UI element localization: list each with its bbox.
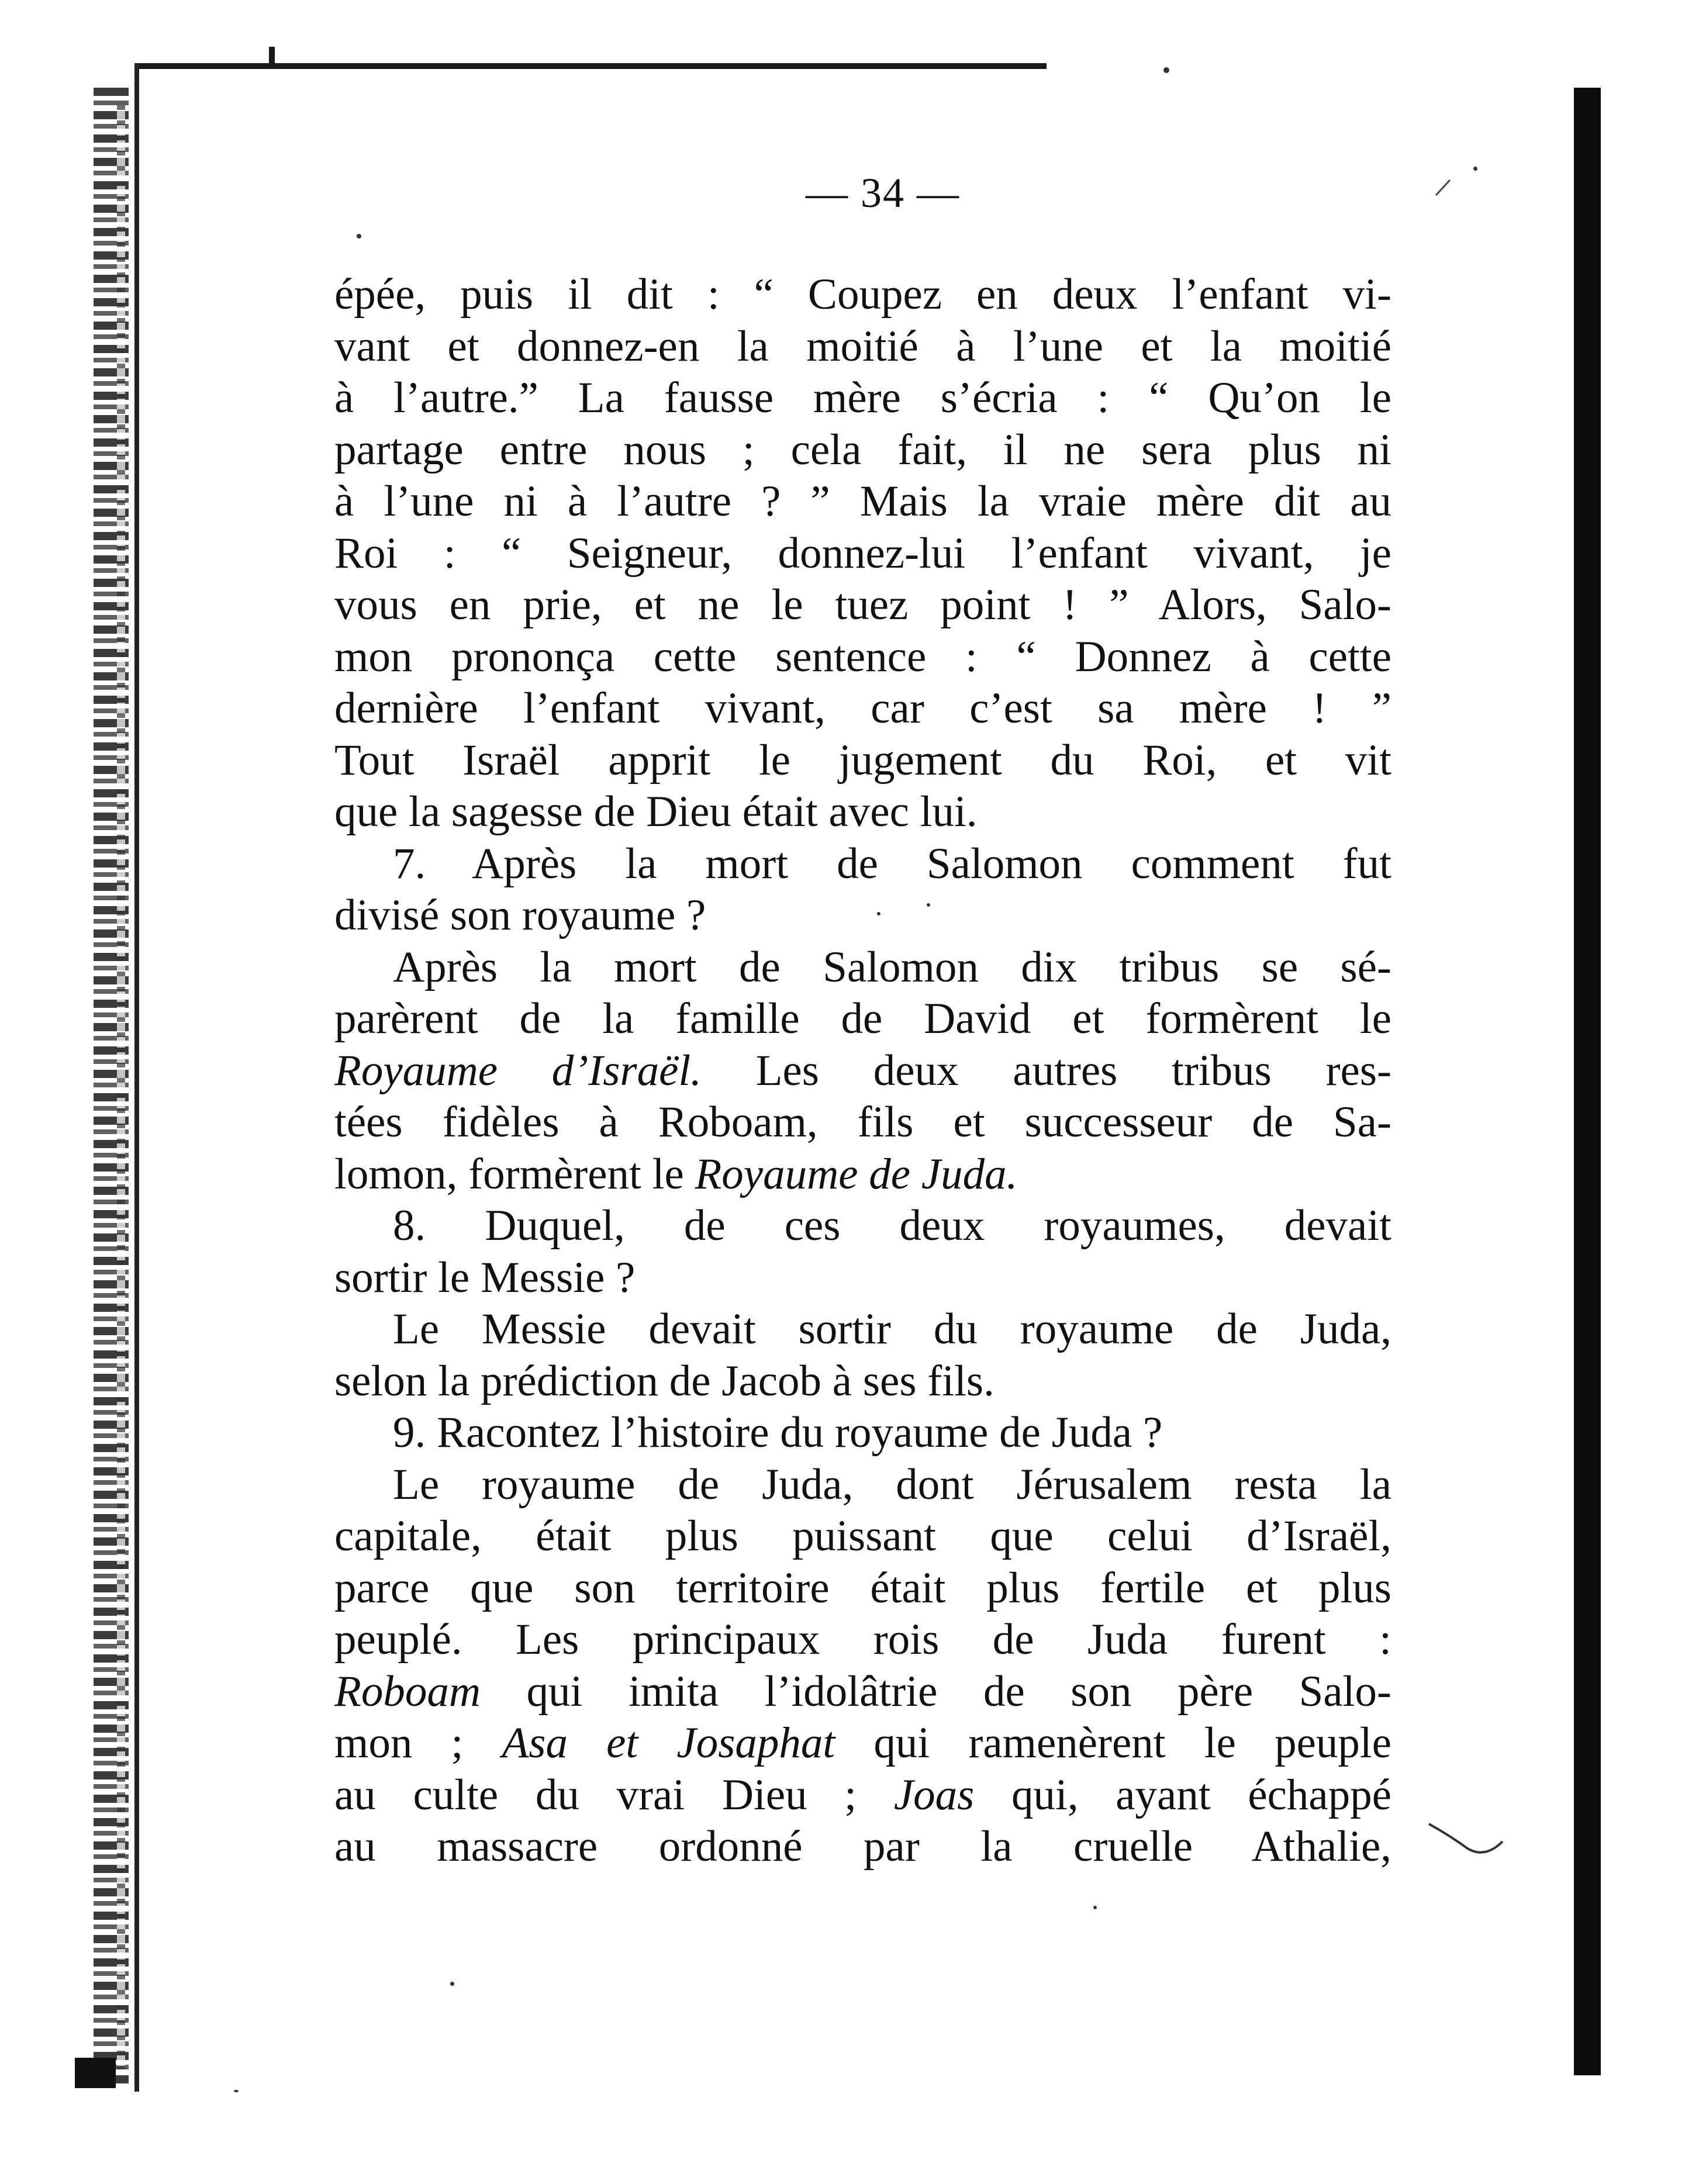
question-line: 7. Après la mort de Salomon comment fut <box>393 839 1391 888</box>
corner-scan-mark <box>75 2058 116 2088</box>
text-line: épée, puis il dit : “ Coupez en deux l’enfant vi- <box>334 270 1391 319</box>
text-line: Roi : “ Seigneur, donnez-lui l’enfant vivant, je <box>334 528 1391 578</box>
italic-term: Asa et Josaphat <box>502 1719 835 1767</box>
stray-dot <box>234 2090 239 2092</box>
stray-dot <box>1163 67 1169 73</box>
text-line: partage entre nous ; cela fait, il ne sera plus ni <box>334 425 1391 474</box>
text-line: dernière l’enfant vivant, car c’est sa mère ! ” <box>334 684 1391 732</box>
text-line: parce que son territoire était plus fertile et plus <box>334 1563 1391 1612</box>
question-line: 9. Racontez l’histoire du royaume de Juda ? <box>393 1408 1163 1457</box>
margin-tick-mark <box>1432 175 1456 199</box>
text-line: au massacre ordonné par la cruelle Athalie, <box>334 1822 1391 1871</box>
binding-shadow-inner <box>117 105 125 2069</box>
margin-squiggle-mark <box>1427 1812 1508 1865</box>
text-run: Les deux autres tribus res- <box>701 1046 1391 1095</box>
text-run: mon ; <box>334 1719 502 1767</box>
text-line <box>334 993 1391 1045</box>
body-text <box>334 269 1391 1873</box>
page-number: — 34 — <box>806 170 960 216</box>
text-line: capitale, était plus puissant que celui d’Israël, <box>334 1512 1391 1560</box>
text-line <box>334 1666 1391 1718</box>
text-line <box>334 1045 1391 1097</box>
text-line: Tout Israël apprit le jugement du Roi, et vit <box>334 735 1391 785</box>
text-run: parèrent de la famille de David et formèrent le <box>334 994 1391 1043</box>
answer-line: Le Messie devait sortir du royaume de Juda, <box>393 1305 1391 1353</box>
text-line <box>334 1770 1391 1822</box>
italic-term: Roboam <box>334 1667 481 1716</box>
text-run: au culte du vrai Dieu ; <box>334 1770 894 1819</box>
text-line: que la sagesse de Dieu était avec lui. <box>334 787 978 836</box>
top-border-mark <box>269 47 275 65</box>
text-run: lomon, formèrent le <box>334 1149 695 1198</box>
text-line: tées fidèles à Roboam, fils et successeur de Sa- <box>334 1098 1391 1146</box>
question-line: sortir le Messie ? <box>334 1253 636 1302</box>
question-line: divisé son royaume ? <box>334 891 706 939</box>
stray-dot <box>450 1982 454 1986</box>
stray-dot <box>1093 1906 1097 1909</box>
answer-line: Le royaume de Juda, dont Jérusalem resta la <box>393 1460 1391 1509</box>
text-run: qui, ayant échappé <box>974 1770 1391 1819</box>
italic-term: Royaume d’Israël. <box>334 1046 702 1095</box>
question-line: 8. Duquel, de ces deux royaumes, devait <box>393 1201 1391 1250</box>
italic-term: Royaume de Juda. <box>695 1149 1018 1198</box>
text-run: qui imita l’idolâtrie de son père Salo- <box>480 1667 1391 1716</box>
answer-line: Après la mort de Salomon dix tribus se sé- <box>393 942 1391 991</box>
text-line: à l’autre.” La fausse mère s’écria : “ Qu’on le <box>334 374 1391 422</box>
text-line: à l’une ni à l’autre ? ” Mais la vraie mère dit au <box>334 477 1391 526</box>
text-line <box>334 1718 1391 1770</box>
left-border-rule <box>134 63 139 2092</box>
text-line <box>334 1149 1391 1201</box>
stray-dot <box>357 234 361 239</box>
text-line: vous en prie, et ne le tuez point ! ” Alors, Salo- <box>334 580 1391 629</box>
text-line: vant et donnez-en la moitié à l’une et la moitié <box>334 322 1391 371</box>
text-line: peuplé. Les principaux rois de Juda furent : <box>334 1615 1391 1664</box>
stray-dot <box>1473 167 1477 171</box>
text-run: qui ramenèrent le peuple <box>835 1719 1391 1767</box>
text-line: selon la prédiction de Jacob à ses fils. <box>334 1356 994 1405</box>
right-edge-bar <box>1574 88 1601 2075</box>
italic-term: Joas <box>893 1770 975 1819</box>
text-line: mon prononça cette sentence : “ Donnez à cette <box>334 632 1391 681</box>
